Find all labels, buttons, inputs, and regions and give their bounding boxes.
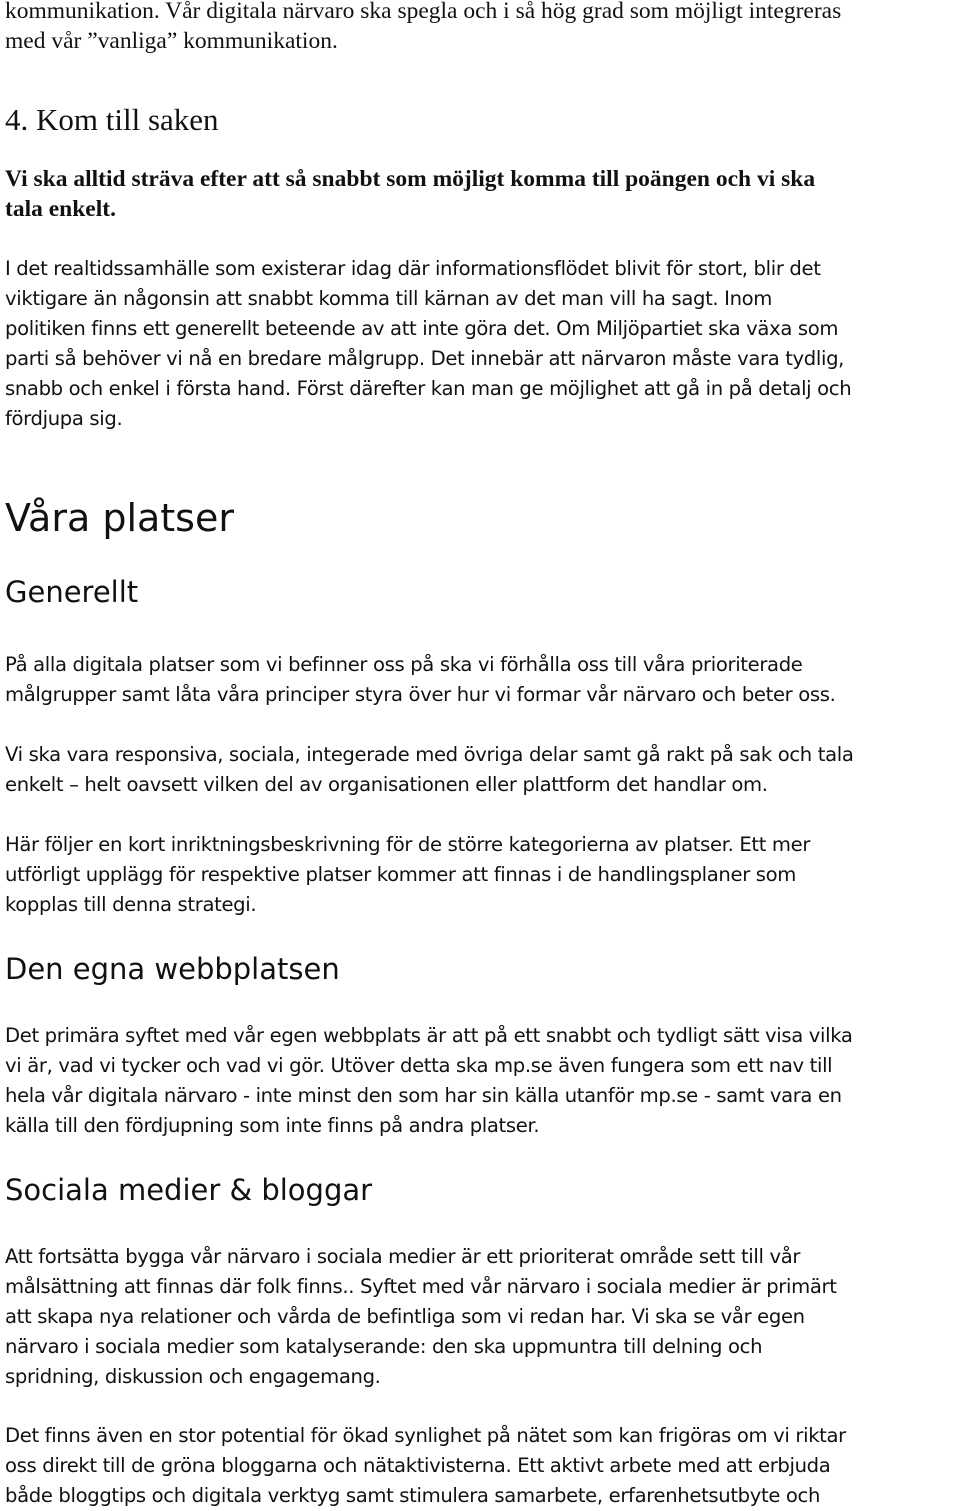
subsection-heading-generellt: Generellt — [5, 575, 139, 609]
intro-paragraph — [5, 0, 957, 56]
text-line: fördjupa sig. — [5, 407, 123, 430]
document-page — [5, 0, 957, 1511]
text-line: kopplas till denna strategi. — [5, 893, 257, 916]
section-heading: 4. Kom till saken — [5, 102, 219, 137]
text-line: med vår ”vanliga” kommunikation. — [5, 28, 338, 54]
text-line: närvaro i sociala medier som katalyserande: den ska uppmuntra till delning och — [5, 1335, 763, 1358]
generellt-paragraph — [5, 830, 957, 920]
text-line: att skapa nya relationer och vårda de befintliga som vi redan har. Vi ska se vår egen — [5, 1305, 805, 1328]
text-line: I det realtidssamhälle som existerar idag där informationsflödet blivit för stort, blir det — [5, 257, 821, 280]
chapter-title: Våra platser — [5, 496, 234, 540]
text-line: vi är, vad vi tycker och vad vi gör. Utöver detta ska mp.se även fungera som ett nav till — [5, 1054, 833, 1077]
text-line: källa till den fördjupning som inte finns på andra platser. — [5, 1114, 540, 1137]
text-line: På alla digitala platser som vi befinner oss på ska vi förhålla oss till våra prioriterade — [5, 653, 803, 676]
text-line: Vi ska vara responsiva, sociala, integerade med övriga delar samt gå rakt på sak och tala — [5, 743, 854, 766]
subsection-heading-sociala-medier: Sociala medier & bloggar — [5, 1173, 373, 1207]
text-line: tala enkelt. — [5, 196, 116, 222]
text-line: oss direkt till de gröna bloggarna och nätaktivisterna. Ett aktivt arbete med att erbjuda — [5, 1454, 831, 1477]
text-line: målsättning att finnas där folk finns.. Syftet med vår närvaro i sociala medier är primärt — [5, 1275, 837, 1298]
generellt-paragraph — [5, 740, 957, 800]
text-line: målgrupper samt låta våra principer styra över hur vi formar vår närvaro och beter oss. — [5, 683, 836, 706]
section-paragraph — [5, 254, 957, 434]
text-line: både bloggtips och digitala verktyg samt stimulera samarbete, erfarenhetsutbyte och — [5, 1484, 821, 1507]
text-line: Att fortsätta bygga vår närvaro i sociala medier är ett prioriterat område sett till vår — [5, 1245, 801, 1268]
text-line: kommunikation. Vår digitala närvaro ska spegla och i så hög grad som möjligt integreras — [5, 0, 842, 24]
text-line: enkelt – helt oavsett vilken del av organisationen eller plattform det handlar om. — [5, 773, 768, 796]
generellt-paragraph — [5, 650, 957, 710]
text-line: spridning, diskussion och engagemang. — [5, 1365, 381, 1388]
text-line: hela vår digitala närvaro - inte minst den som har sin källa utanför mp.se - samt vara en — [5, 1084, 842, 1107]
webbplats-paragraph — [5, 1021, 957, 1141]
sociala-paragraph — [5, 1421, 957, 1511]
text-line: politiken finns ett generellt beteende av att inte göra det. Om Miljöpartiet ska växa som — [5, 317, 839, 340]
text-line: Här följer en kort inriktningsbeskrivning för de större kategorierna av platser. Ett mer — [5, 833, 811, 856]
sociala-paragraph — [5, 1242, 957, 1392]
text-line: Det primära syftet med vår egen webbplats är att på ett snabbt och tydligt sätt visa vilka — [5, 1024, 853, 1047]
subsection-heading-webbplats: Den egna webbplatsen — [5, 952, 340, 986]
text-line: parti så behöver vi nå en bredare målgrupp. Det innebär att närvaron måste vara tydlig, — [5, 347, 845, 370]
section-lead — [5, 164, 957, 224]
text-line: utförligt upplägg för respektive platser kommer att finnas i de handlingsplaner som — [5, 863, 797, 886]
text-line: Vi ska alltid sträva efter att så snabbt som möjligt komma till poängen och vi ska — [5, 166, 816, 192]
text-line: Det finns även en stor potential för ökad synlighet på nätet som kan frigöras om vi riktar — [5, 1424, 846, 1447]
text-line: viktigare än någonsin att snabbt komma till kärnan av det man vill ha sagt. Inom — [5, 287, 773, 310]
text-line: snabb och enkel i första hand. Först därefter kan man ge möjlighet att gå in på detalj och — [5, 377, 852, 400]
